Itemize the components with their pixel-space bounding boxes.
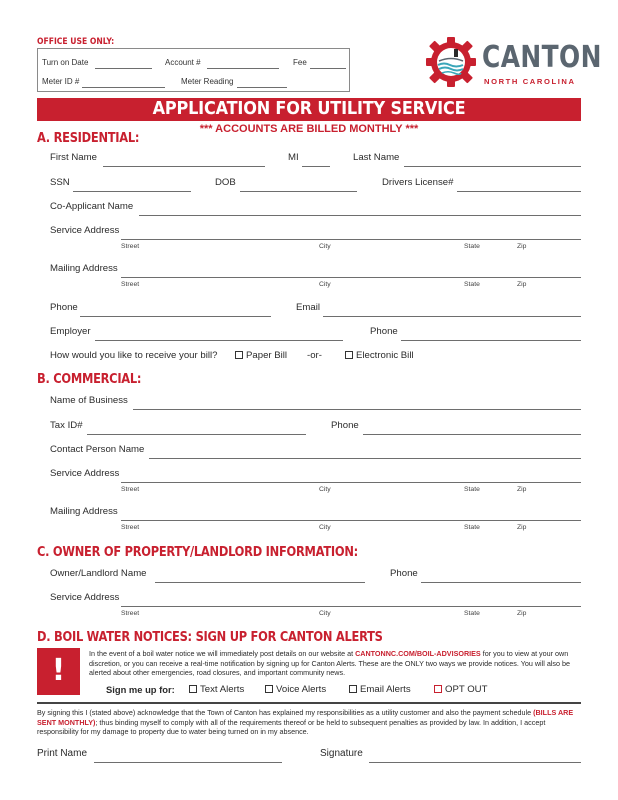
voice-alerts-checkbox[interactable]	[265, 685, 273, 693]
fee-field[interactable]	[310, 68, 346, 69]
street-caption: Street	[121, 243, 140, 250]
text-alerts-label: Text Alerts	[200, 684, 245, 695]
agreement-text-1: By signing this I (stated above) acknowledge that the Town of Canton has explained my responsibilities as a utility customer and also the payment schedule	[37, 708, 534, 717]
employer-label: Employer	[50, 326, 91, 337]
employer-phone-field[interactable]	[401, 340, 581, 341]
agreement-text	[37, 708, 581, 737]
street-caption: Street	[121, 486, 140, 493]
paper-bill-option[interactable]	[235, 350, 287, 361]
page-title: APPLICATION FOR UTILITY SERVICE	[152, 99, 466, 119]
sign-me-up-label: Sign me up for:	[106, 684, 175, 695]
mi-label: MI	[288, 152, 299, 163]
employer-field[interactable]	[95, 340, 343, 341]
opt-out-option[interactable]	[434, 684, 487, 695]
residential-heading: A. RESIDENTIAL:	[37, 131, 140, 146]
res-service-address-label: Service Address	[50, 225, 120, 236]
fee-label: Fee	[293, 58, 307, 67]
street-caption: Street	[121, 610, 140, 617]
bills-monthly-note: (BILLS ARE SENT MONTHLY)	[37, 708, 574, 727]
com-phone-label: Phone	[331, 420, 359, 431]
co-applicant-label: Co-Applicant Name	[50, 201, 134, 212]
bill-question: How would you like to receive your bill?	[50, 350, 218, 361]
city-caption: City	[319, 610, 331, 617]
or-separator: -or-	[307, 350, 322, 361]
meter-reading-label: Meter Reading	[181, 77, 234, 86]
street-caption: Street	[121, 281, 140, 288]
zip-caption: Zip	[517, 524, 527, 531]
owner-name-label: Owner/Landlord Name	[50, 568, 147, 579]
turn-on-date-field[interactable]	[95, 68, 152, 69]
last-name-field[interactable]	[404, 166, 581, 167]
first-name-label: First Name	[50, 152, 97, 163]
owner-heading: C. OWNER OF PROPERTY/LANDLORD INFORMATION:	[37, 545, 358, 560]
alert-panel	[37, 648, 80, 695]
employer-phone-label: Phone	[370, 326, 398, 337]
dob-field[interactable]	[240, 191, 357, 192]
dob-label: DOB	[215, 177, 236, 188]
com-mailing-address-label: Mailing Address	[50, 506, 118, 517]
state-caption: State	[464, 610, 480, 617]
business-name-field[interactable]	[133, 409, 581, 410]
com-service-address-label: Service Address	[50, 468, 120, 479]
print-name-label: Print Name	[37, 748, 88, 759]
exclamation-icon: !	[51, 653, 66, 688]
state-caption: State	[464, 243, 480, 250]
city-caption: City	[319, 281, 331, 288]
email-alerts-checkbox[interactable]	[349, 685, 357, 693]
owner-service-address-field[interactable]	[121, 606, 581, 607]
logo-wordmark: CANTON	[482, 40, 602, 75]
meter-reading-field[interactable]	[237, 87, 287, 88]
account-label: Account #	[165, 58, 201, 67]
opt-out-checkbox[interactable]	[434, 685, 442, 693]
electronic-bill-option[interactable]	[345, 350, 414, 361]
mi-field[interactable]	[302, 166, 330, 167]
email-alerts-label: Email Alerts	[360, 684, 411, 695]
res-phone-field[interactable]	[80, 316, 271, 317]
city-caption: City	[319, 486, 331, 493]
res-phone-label: Phone	[50, 302, 78, 313]
electronic-bill-checkbox[interactable]	[345, 351, 353, 359]
text-alerts-option[interactable]	[189, 684, 244, 695]
first-name-field[interactable]	[103, 166, 265, 167]
signature-field[interactable]	[369, 762, 581, 763]
print-name-field[interactable]	[94, 762, 282, 763]
canton-logo-icon	[424, 35, 478, 89]
state-caption: State	[464, 524, 480, 531]
owner-phone-label: Phone	[390, 568, 418, 579]
business-name-label: Name of Business	[50, 395, 128, 406]
paper-bill-label: Paper Bill	[246, 350, 288, 361]
meter-id-label: Meter ID #	[42, 77, 80, 86]
com-mailing-address-field[interactable]	[121, 520, 581, 521]
com-phone-field[interactable]	[363, 434, 581, 435]
boil-text-2: for you to view at your own discretion, or you can receive a real-time notification by signing up for Canton Alerts. These are the ONLY two ways we provide notices. You will also be alerted about other emergencies, road closures, and important community news.	[89, 649, 571, 678]
com-service-address-field[interactable]	[121, 482, 581, 483]
voice-alerts-option[interactable]	[265, 684, 326, 695]
boil-water-notice-text	[89, 649, 581, 678]
res-mailing-address-field[interactable]	[121, 277, 581, 278]
divider	[37, 702, 581, 704]
commercial-heading: B. COMMERCIAL:	[37, 372, 142, 387]
contact-person-label: Contact Person Name	[50, 444, 145, 455]
tax-id-label: Tax ID#	[50, 420, 83, 431]
paper-bill-checkbox[interactable]	[235, 351, 243, 359]
office-use-box	[37, 48, 350, 92]
city-caption: City	[319, 243, 331, 250]
email-field[interactable]	[323, 316, 581, 317]
boil-advisories-link[interactable]: CANTONNC.COM/BOIL-ADVISORIES	[355, 649, 481, 658]
drivers-license-field[interactable]	[457, 191, 581, 192]
email-alerts-option[interactable]	[349, 684, 411, 695]
zip-caption: Zip	[517, 486, 527, 493]
agreement-text-2: ; thus binding myself to comply with all of the requirements thereof or be held to subsequent penalties as provided by law. In addition, I accept responsibility for my damage to property due to water being turned on in my absence.	[37, 717, 546, 737]
ssn-label: SSN	[50, 177, 70, 188]
logo-subtitle: NORTH CAROLINA	[484, 77, 576, 86]
boil-water-heading: D. BOIL WATER NOTICES: SIGN UP FOR CANTON ALERTS	[37, 630, 383, 645]
zip-caption: Zip	[517, 281, 527, 288]
account-field[interactable]	[207, 68, 279, 69]
city-caption: City	[319, 524, 331, 531]
office-use-title: OFFICE USE ONLY:	[37, 37, 115, 47]
zip-caption: Zip	[517, 243, 527, 250]
last-name-label: Last Name	[353, 152, 400, 163]
opt-out-label: OPT OUT	[445, 684, 488, 695]
state-caption: State	[464, 486, 480, 493]
co-applicant-field[interactable]	[139, 215, 581, 216]
contact-person-field[interactable]	[149, 458, 581, 459]
tax-id-field[interactable]	[87, 434, 306, 435]
voice-alerts-label: Voice Alerts	[276, 684, 327, 695]
text-alerts-checkbox[interactable]	[189, 685, 197, 693]
meter-id-field[interactable]	[82, 87, 165, 88]
res-mailing-address-label: Mailing Address	[50, 263, 118, 274]
turn-on-date-label: Turn on Date	[42, 58, 89, 67]
ssn-field[interactable]	[73, 191, 191, 192]
street-caption: Street	[121, 524, 140, 531]
owner-service-address-label: Service Address	[50, 592, 120, 603]
electronic-bill-label: Electronic Bill	[356, 350, 414, 361]
email-label: Email	[296, 302, 320, 313]
state-caption: State	[464, 281, 480, 288]
owner-phone-field[interactable]	[421, 582, 581, 583]
res-service-address-field[interactable]	[121, 239, 581, 240]
boil-text-1: In the event of a boil water notice we will immediately post details on our website at	[89, 649, 356, 658]
billing-notice: *** ACCOUNTS ARE BILLED MONTHLY ***	[199, 123, 419, 135]
drivers-license-label: Drivers License#	[382, 177, 454, 188]
owner-name-field[interactable]	[155, 582, 365, 583]
signature-label: Signature	[320, 748, 363, 759]
zip-caption: Zip	[517, 610, 527, 617]
